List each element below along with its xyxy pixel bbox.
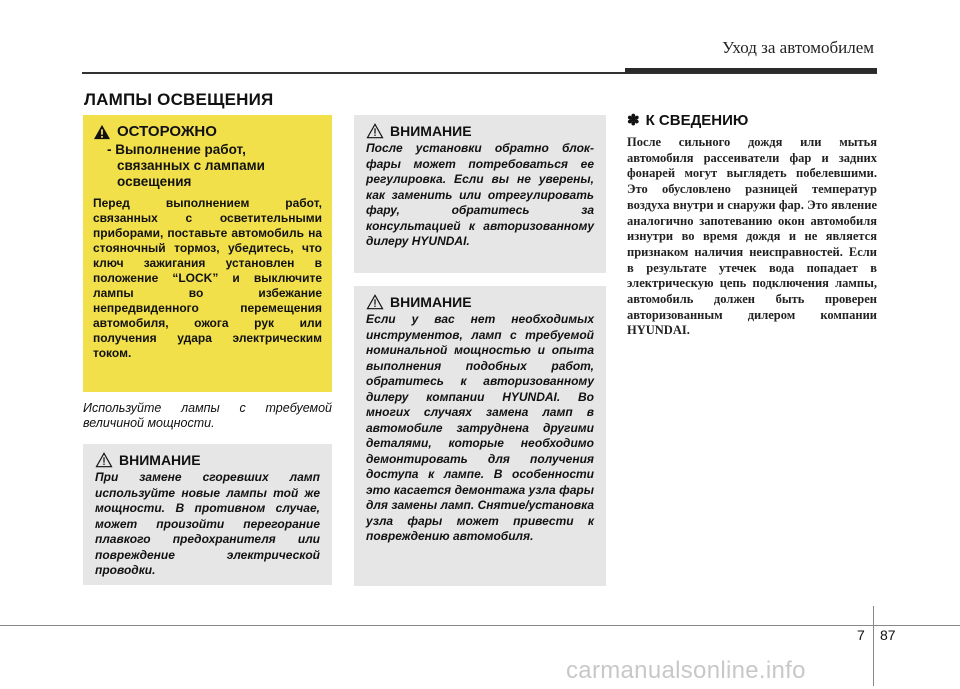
notice-3-header [366,294,594,310]
info-title: К СВЕДЕНИЮ [645,111,749,129]
info-section [627,111,877,339]
header-title: Уход за автомобилем [722,38,874,57]
notice-3-body: Если у вас нет необходимых инструментов, ламп с требуемой номинальной мощностью и опыта выполнения подобных работ, обратитесь к авторизованному дилеру компании HYUNDAI. Во многих случаях замена ламп в автомобиле затруднена другими деталями, которые необходимо демонтировать для получения доступа к лампе. В особенности это касается демонтажа узла фары для замены ламп. Снятие/установка узла фары может привести к повреждению автомобиля. [366,312,594,543]
caution-box [83,115,332,392]
caution-body: Перед выполнением работ, связанных с осветительными приборами, поставьте автомобиль на стояночный тормоз, убедитесь, что ключ зажигания установлен в положение “LOCK” и выключите лампы во избежание непредвиденного перемещения автомобиля, ожога рук или получения удара электрическим током. [93,196,322,360]
notice-1-header [95,452,320,468]
chapter-number: 7 [857,627,865,643]
asterisk-icon: ✽ [627,112,640,129]
section-title: ЛАМПЫ ОСВЕЩЕНИЯ [84,90,274,109]
notice-1-body: При замене сгоревших ламп используйте новые лампы той же мощности. В противном случае, может произойти перегорание плавкого предохранителя или повреждение электрической проводки. [95,470,320,577]
caution-header [93,123,322,140]
left-paragraph: Используйте лампы с требуемой величиной мощности. [83,401,332,430]
footer-separator [873,606,874,686]
warning-outline-icon [95,452,113,468]
notice-box-1 [83,444,332,585]
notice-1-title: ВНИМАНИЕ [119,452,201,468]
info-header [627,111,877,129]
notice-box-3 [354,286,606,586]
header-tab-bar [625,68,877,73]
caution-title: ОСТОРОЖНО [117,123,217,140]
notice-2-body: После установки обратно блок-фары может потребоваться ее регулировка. Если вы не уверены, как заменить или отрегулировать фару, обратитесь за консультацией к авторизованному дилеру HYUNDAI. [366,141,594,248]
footer-rule [0,625,960,626]
notice-3-title: ВНИМАНИЕ [390,294,472,310]
page-number: 87 [880,627,896,643]
watermark: carmanualsonline.info [566,657,806,684]
caution-subtitle: - Выполнение работ, связанных с лампами освещения [107,142,265,189]
warning-outline-icon [366,123,384,139]
notice-2-title: ВНИМАНИЕ [390,123,472,139]
notice-box-2 [354,115,606,273]
info-body: После сильного дождя или мытья автомобиля рассеиватели фар и задних фонарей могут выглядеть побелевшими. Это обусловлено разницей температур воздуха внутри и снаружи фар. Это явление аналогично запотеванию окон автомобиля изнутри во время дождя и не является признаком наличия неисправностей. Если в результате утечек вода попадает в электрическую цепь подключения лампы, автомобиль должен быть проверен авторизованным дилером компании HYUNDAI. [627,135,877,338]
notice-2-header [366,123,594,139]
warning-outline-icon [366,294,384,310]
warning-triangle-icon [93,124,111,140]
